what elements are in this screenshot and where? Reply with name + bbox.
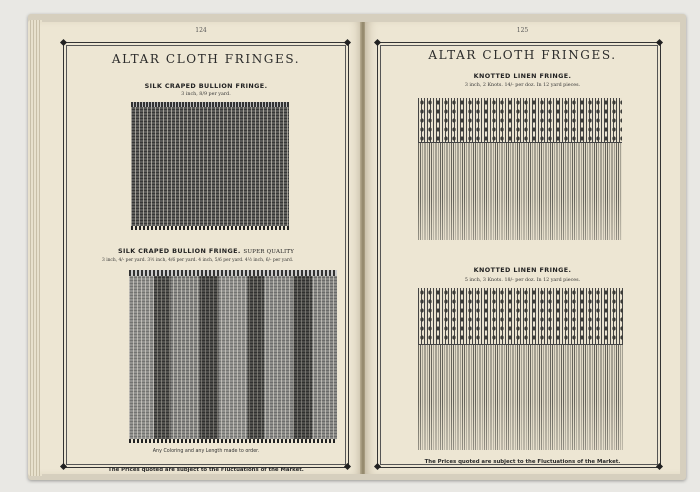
knotted-linen-fringe-sample [418,288,623,450]
knotted-linen-fringe-sample [418,98,622,240]
product-heading: SILK CRAPED BULLION FRINGE. [144,82,268,90]
page-number: 124 [195,27,207,34]
page-footer: The Prices quoted are subject to the Fluctuations of the Market. [424,459,621,465]
super-quality-bullion-fringe-sample [129,270,337,443]
product-heading: KNOTTED LINEN FRINGE. [473,266,572,274]
product-heading [40,247,362,255]
page-number: 125 [516,27,529,34]
order-note: Any Coloring and any Length made to order. [152,449,260,454]
product-heading: KNOTTED LINEN FRINGE. [473,72,572,80]
page-footer: The Prices quoted are subject to the Fluctuations of the Market. [108,467,304,473]
right-page [365,22,680,474]
product-price: 5 inch, 3 Knots. 18/- per doz. In 12 yard pieces. [464,278,581,283]
tassel-shading [418,197,622,240]
knot-band [418,288,623,345]
open-catalogue-book [28,14,686,480]
product-price: 3 inch, 8/9 per yard. [181,92,231,97]
quality-label: SUPER QUALITY [243,249,295,255]
product-price: 3 inch, 2 Knots. 14/- per doz. In 12 yard pieces. [464,83,581,88]
tassel-shading [418,401,623,450]
left-page [40,22,362,474]
bullion-fringe-sample [131,102,289,230]
product-heading-text: SILK CRAPED BULLION FRINGE. [117,247,241,255]
page-title: ALTAR CLOTH FRINGES. [111,52,301,66]
page-title: ALTAR CLOTH FRINGES. [428,48,617,62]
knot-band [418,98,622,143]
product-price: 3 inch, 4/- per yard. 3½ inch, 4/6 per yard. 4 inch, 5/6 per yard. 4½ inch, 6/- per yard. [102,258,294,263]
